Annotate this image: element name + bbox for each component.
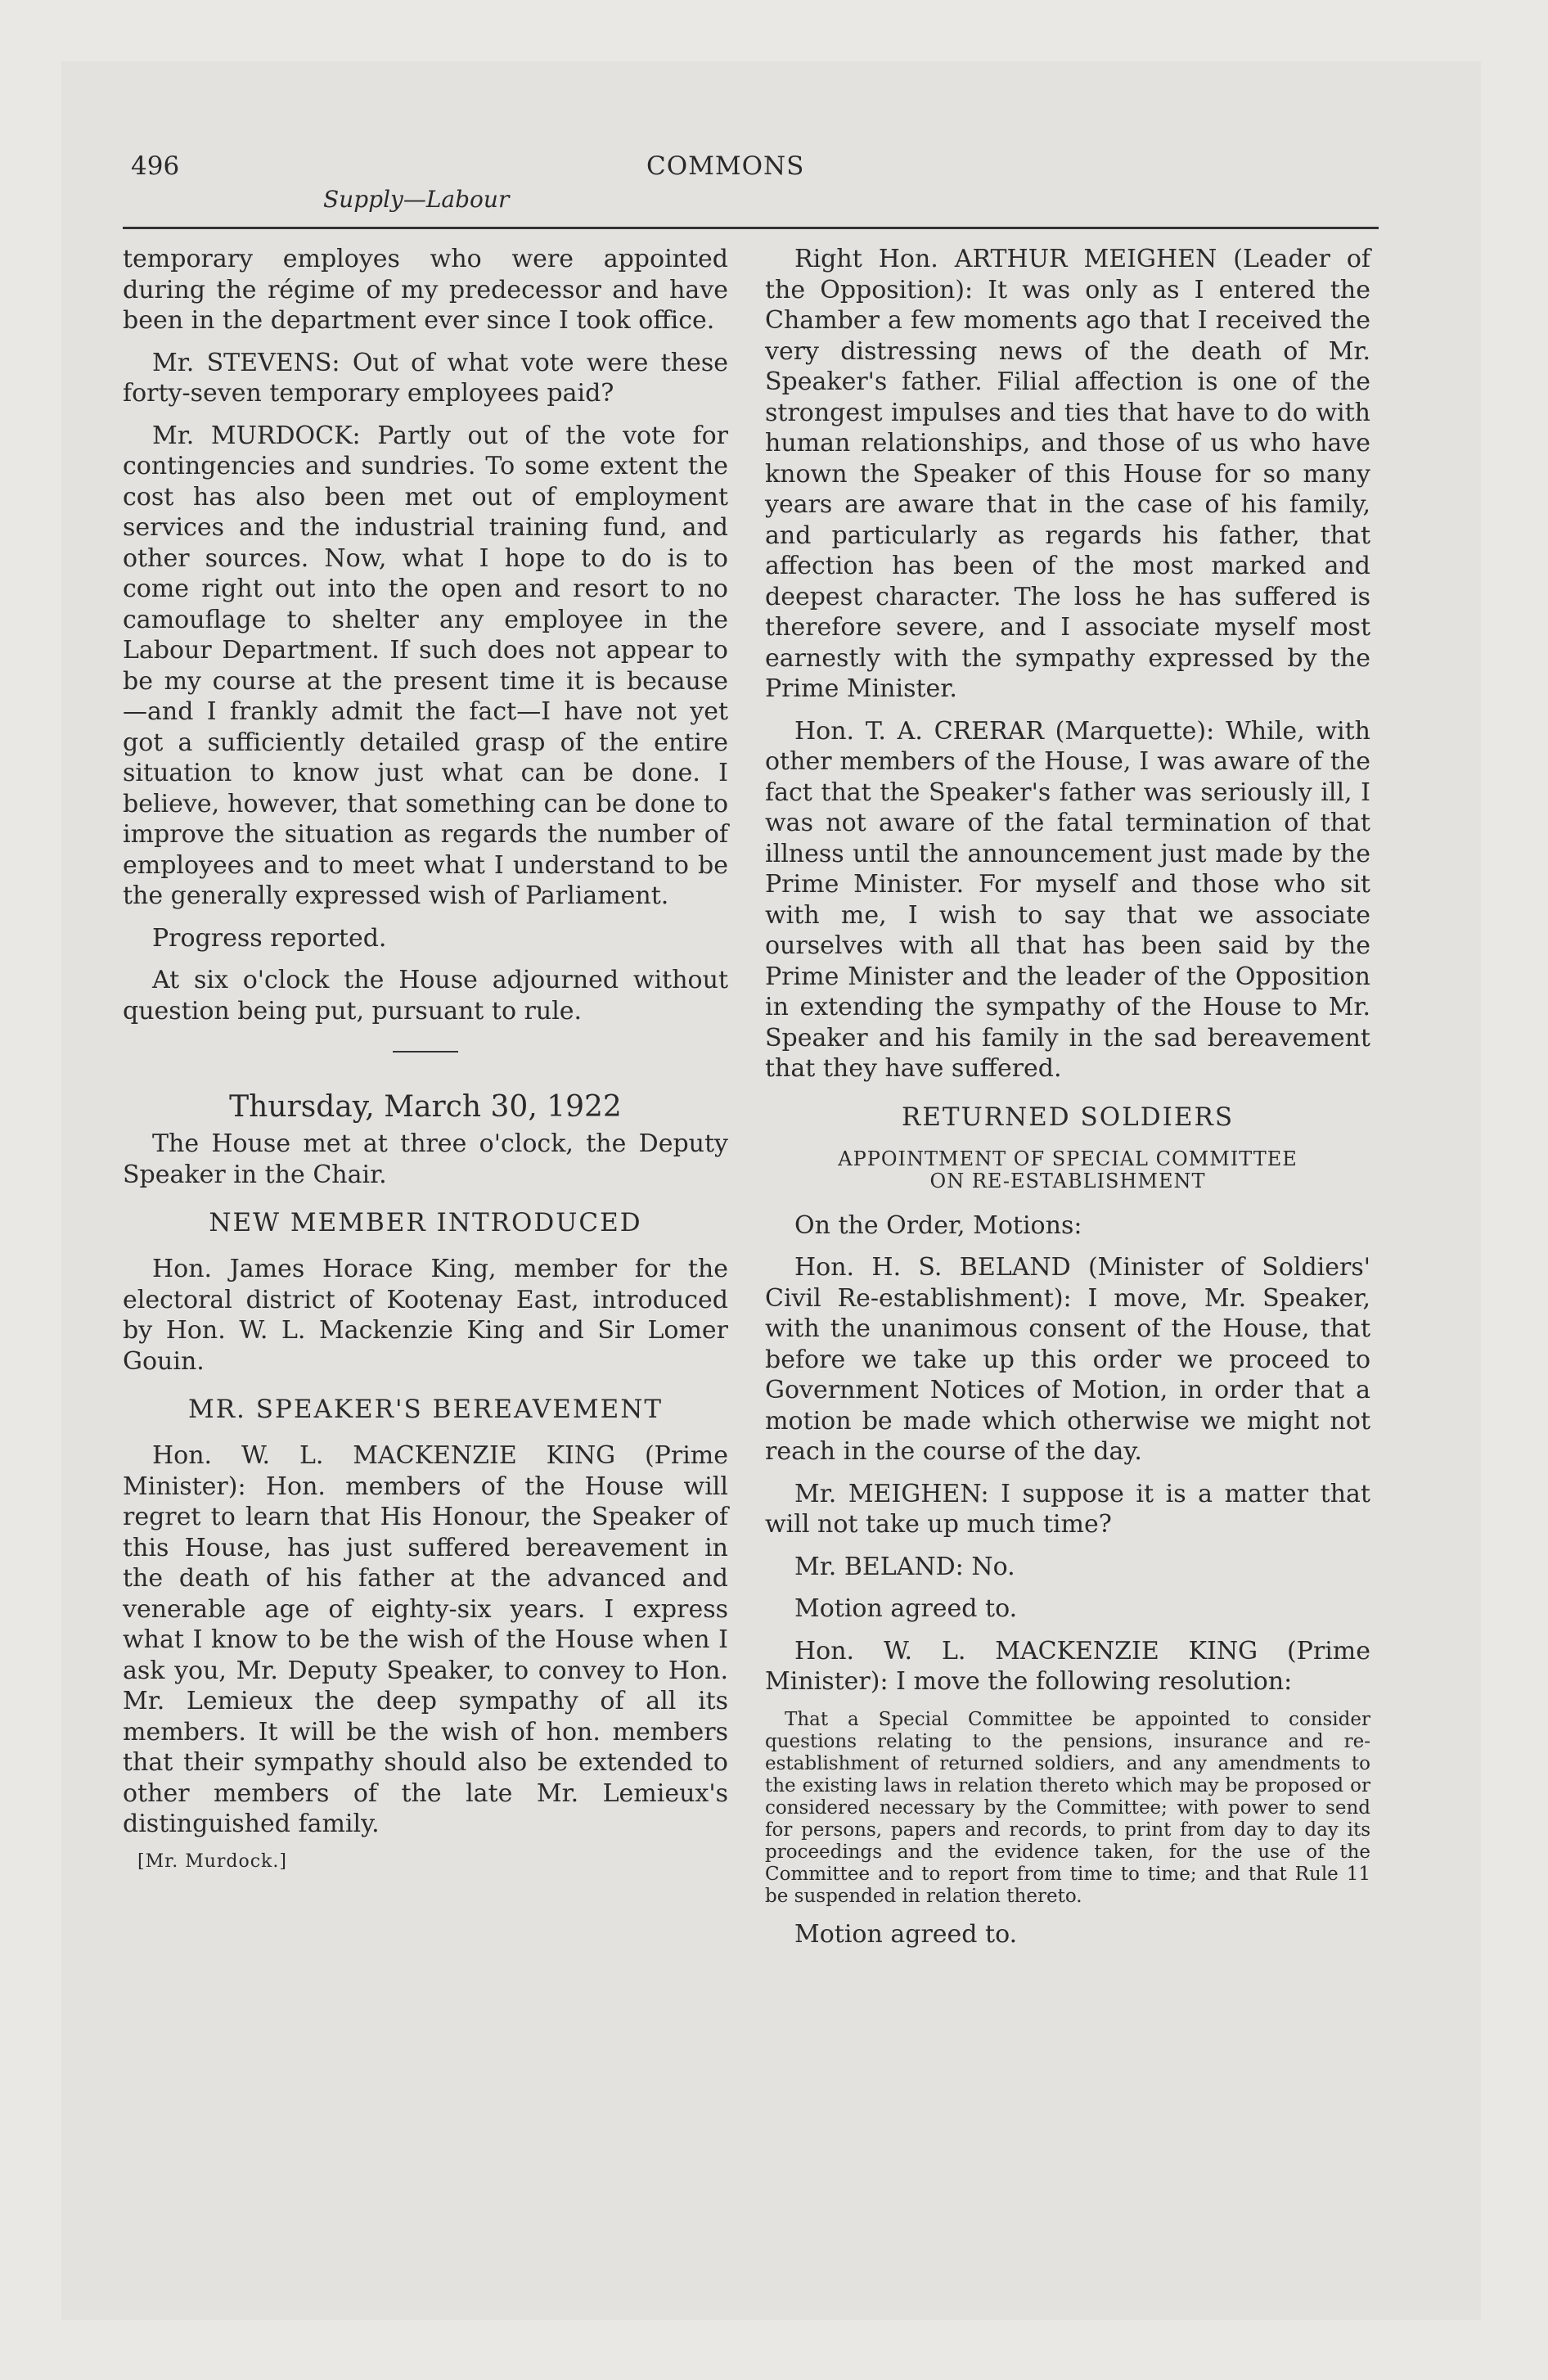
paragraph: Hon. James Horace King, member for the electoral district of Kootenay East, introduced by Hon. W. L. Mackenzie King and Sir Lomer Gouin. xyxy=(123,1255,728,1376)
section-heading: RETURNED SOLDIERS xyxy=(901,1102,1235,1132)
sitting-date: Thursday, March 30, 1922 xyxy=(229,1090,622,1124)
paragraph: Hon. T. A. CRERAR (Marquette): While, with other members of the House, I was aware of the fact that the Speaker's father was seriously ill, I was not aware of the fatal termination of that illness until the announcement just made by the Prime Minister. For myself and those who sit with me, I wish to say that we associate ourselves with all that has been said by the Prime Minister and the leader of the Opposition in extending the sympathy of the House to Mr. Speaker and his family in the sad bereavement that they have suffered. xyxy=(765,716,1370,1083)
paragraph: At six o'clock the House adjourned without question being put, pursuant to rule. xyxy=(123,966,728,1025)
paragraph: Hon. W. L. MACKENZIE KING (Prime Minister): Hon. members of the House will regret to learn that His Honour, the Speaker of this House, has just suffered bereavement in the death of his father at the advanced and venerable age of eighty-six years. I express what I know to be the wish of the House when I ask you, Mr. Deputy Speaker, to convey to Hon. Mr. Lemieux the deep sympathy of all its members. It will be the wish of hon. members that their sympathy should also be extended to other members of the late Mr. Lemieux's distinguished family. xyxy=(123,1441,728,1838)
section-heading: NEW MEMBER INTRODUCED xyxy=(209,1208,642,1237)
paragraph: Progress reported. xyxy=(152,923,387,953)
paragraph: Mr. BELAND: No. xyxy=(794,1552,1015,1581)
section-heading: MR. SPEAKER'S BEREAVEMENT xyxy=(187,1395,664,1424)
motion-text: That a Special Committee be appointed to consider questions relating to the pensions, insurance and re-establishment of returned soldiers, and any amendments to the existing laws in relation thereto which may be proposed or considered necessary by the Committee; with power to send for persons, papers and records, to print from day to day its proceedings and the evidence taken, for the use of the Committee and to report from time to time; and that Rule 11 be suspended in relation thereto. xyxy=(765,1708,1370,1907)
page-number: 496 xyxy=(131,151,180,181)
section-subheading xyxy=(765,1148,1370,1192)
paragraph: On the Order, Motions: xyxy=(794,1210,1082,1240)
page-header xyxy=(123,151,1375,217)
section-divider xyxy=(393,1051,458,1053)
footer-note: [Mr. Murdock.] xyxy=(137,1850,287,1872)
paragraph: temporary employes who were appointed during the régime of my predecessor and have been in the department ever since I took office. xyxy=(123,245,728,335)
header-rule xyxy=(123,227,1379,229)
paragraph: Hon. H. S. BELAND (Minister of Soldiers' Civil Re-establishment): I move, Mr. Speaker, with the unanimous consent of the House, that before we take up this order we proceed to Government Notices of Motion, in order that a motion be made which otherwise we might not reach in the course of the day. xyxy=(765,1253,1370,1466)
subheading-line: APPOINTMENT OF SPECIAL COMMITTEE xyxy=(838,1147,1298,1170)
left-column xyxy=(123,244,728,1872)
paragraph: Mr. STEVENS: Out of what vote were these forty-seven temporary employees paid? xyxy=(123,348,728,408)
paragraph: Hon. W. L. MACKENZIE KING (Prime Minister): I move the following resolution: xyxy=(765,1636,1370,1696)
section-subhead: Supply—Labour xyxy=(323,186,510,213)
paragraph: Motion agreed to. xyxy=(794,1594,1018,1623)
paragraph: Mr. MEIGHEN: I suppose it is a matter that will not take up much time? xyxy=(765,1479,1370,1539)
right-column xyxy=(765,244,1370,1961)
running-title: COMMONS xyxy=(646,151,805,181)
subheading-line: ON RE-ESTABLISHMENT xyxy=(929,1169,1206,1192)
paragraph: The House met at three o'clock, the Deputy Speaker in the Chair. xyxy=(123,1129,728,1189)
paragraph: Mr. MURDOCK: Partly out of the vote for contingencies and sundries. To some extent the cost has also been met out of employment services and the industrial training fund, and other sources. Now, what I hope to do is to come right out into the open and resort to no camouflage to shelter any employee in the Labour Department. If such does not appear to be my course at the present time it is because —and I frankly admit the fact—I have not yet got a sufficiently detailed grasp of the entire situation to know just what can be done. I believe, however, that something can be done to improve the situation as regards the number of employees and to meet what I understand to be the generally expressed wish of Parliament. xyxy=(123,421,728,910)
paragraph: Right Hon. ARTHUR MEIGHEN (Leader of the Opposition): It was only as I entered the Chamber a few moments ago that I received the very distressing news of the death of Mr. Speaker's father. Filial affection is one of the strongest impulses and ties that have to do with human relationships, and those of us who have known the Speaker of this House for so many years are aware that in the case of his family, and particularly as regards his father, that affection has been of the most marked and deepest character. The loss he has suffered is therefore severe, and I associate myself most earnestly with the sympathy expressed by the Prime Minister. xyxy=(765,245,1370,703)
paragraph: Motion agreed to. xyxy=(794,1919,1018,1949)
